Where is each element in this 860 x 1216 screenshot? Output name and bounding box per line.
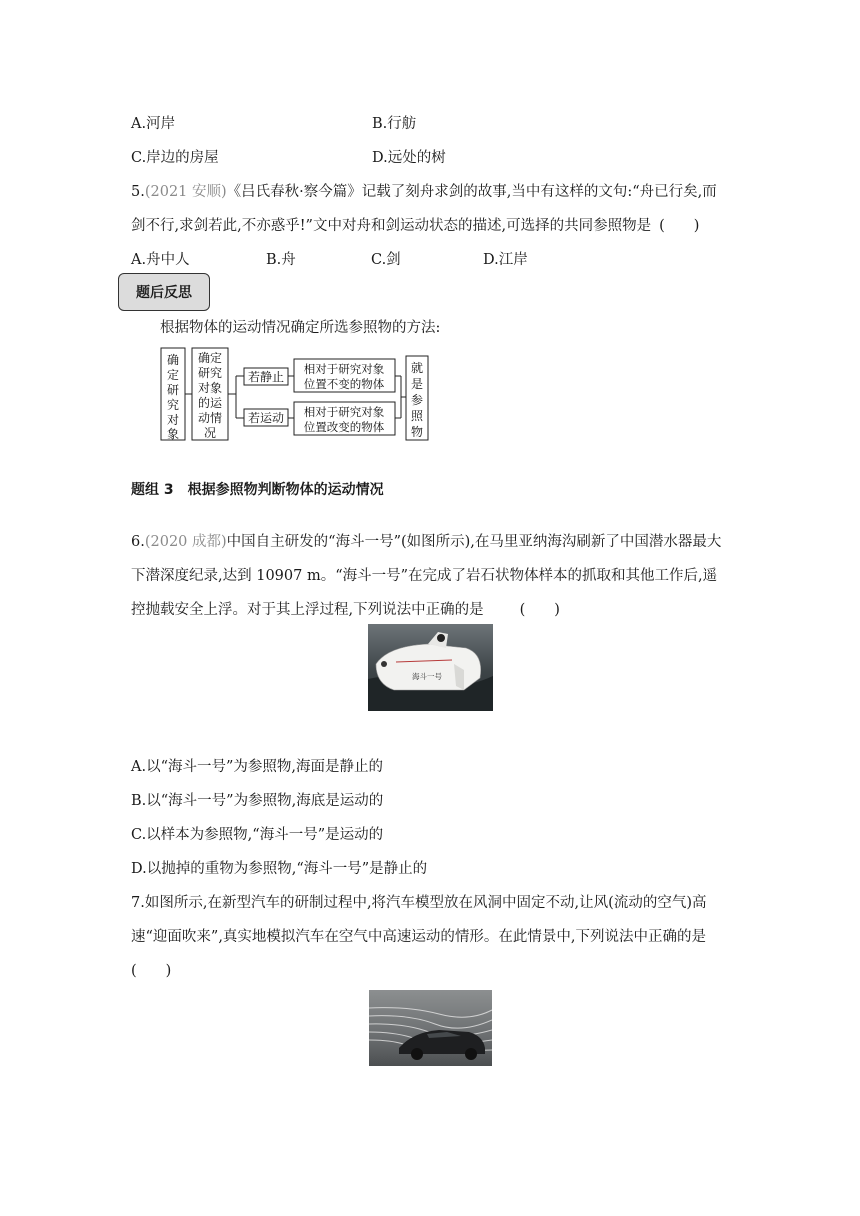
q6-line3 — [131, 598, 560, 619]
q6-line2: 下潜深度纪录,达到 10907 m。“海斗一号”在完成了岩石状物体样本的抓取和其他工作后,遥 — [131, 568, 718, 584]
box2-line: 动情 — [197, 411, 223, 425]
q4-option-c: C.岸边的房屋 — [131, 150, 219, 166]
q4-option-d: D.远处的树 — [372, 150, 446, 166]
q5-option-b: B.舟 — [266, 252, 296, 268]
q6-option-b: B.以“海斗一号”为参照物,海底是运动的 — [131, 793, 384, 809]
q5-option-d: D.江岸 — [483, 252, 528, 268]
q7-line1: 7.如图所示,在新型汽车的研制过程中,将汽车模型放在风洞中固定不动,让风(流动的空气)高 — [131, 895, 707, 911]
q6-line1 — [131, 530, 721, 551]
result-char: 照 — [410, 409, 424, 423]
result-char: 就 — [410, 361, 424, 375]
static-desc-line: 位置不变的物体 — [303, 377, 385, 391]
box1-char: 究 — [166, 398, 180, 412]
q5-source: (2021 安顺) — [144, 184, 227, 200]
result-char: 物 — [410, 425, 424, 439]
wind-tunnel-photo — [369, 990, 492, 1066]
q6-option-d: D.以抛掉的重物为参照物,“海斗一号”是静止的 — [131, 861, 428, 877]
moving-desc-line: 位置改变的物体 — [303, 420, 385, 434]
q5-answer-paren: ( ) — [659, 218, 700, 234]
box1-char: 对 — [166, 413, 180, 427]
box2-line: 确定 — [197, 351, 223, 365]
static-label: 若静止 — [247, 370, 285, 384]
reflection-tag — [118, 273, 210, 311]
q5-line2 — [131, 214, 699, 235]
submersible-photo — [368, 624, 493, 711]
q6-option-c: C.以样本为参照物,“海斗一号”是运动的 — [131, 827, 384, 843]
box2-line: 况 — [203, 426, 217, 440]
reflection-intro: 根据物体的运动情况确定所选参照物的方法: — [160, 320, 441, 336]
q5-text2: 剑不行,求剑若此,不亦惑乎!”文中对舟和剑运动状态的描述,可选择的共同参照物是 — [131, 218, 652, 234]
box2-line: 对象 — [197, 381, 223, 395]
box2-line: 研究 — [197, 366, 223, 380]
group3-heading: 题组 3 根据参照物判断物体的运动情况 — [131, 482, 384, 498]
box2-line: 的运 — [197, 396, 223, 410]
q6-number: 6. — [131, 534, 145, 550]
q5-line1 — [131, 180, 717, 201]
q7-answer-paren: ( ) — [131, 963, 172, 979]
moving-label: 若运动 — [247, 411, 285, 425]
q6-source: (2020 成都) — [144, 534, 227, 550]
result-char: 参 — [410, 393, 424, 407]
q6-text3: 控抛载安全上浮。对于其上浮过程,下列说法中正确的是 — [131, 602, 484, 618]
static-desc-line: 相对于研究对象 — [303, 362, 385, 376]
q6-option-a: A.以“海斗一号”为参照物,海面是静止的 — [131, 759, 384, 775]
q5-option-c: C.剑 — [371, 252, 401, 268]
box1-char: 定 — [166, 368, 180, 382]
reflection-tag-label: 题后反思 — [136, 285, 192, 301]
q6-text1: 中国自主研发的“海斗一号”(如图所示),在马里亚纳海沟刷新了中国潜水器最大 — [226, 534, 722, 550]
q4-option-b: B.行舫 — [372, 116, 417, 132]
box1-char: 象 — [166, 427, 180, 441]
q6-answer-paren: ( ) — [519, 602, 560, 618]
box1-char: 研 — [166, 383, 180, 397]
q5-text1: 《吕氏春秋·察今篇》记载了刻舟求剑的故事,当中有这样的文句:“舟已行矣,而 — [226, 184, 717, 200]
box1-char: 确 — [166, 353, 180, 367]
result-char: 是 — [410, 377, 424, 391]
q4-option-a: A.河岸 — [131, 116, 176, 132]
moving-desc-line: 相对于研究对象 — [303, 405, 385, 419]
q7-line2: 速“迎面吹来”,真实地模拟汽车在空气中高速运动的情形。在此情景中,下列说法中正确的是 — [131, 929, 707, 945]
submersible-label: 海斗一号 — [412, 672, 442, 681]
reference-method-diagram — [160, 346, 430, 442]
q5-option-a: A.舟中人 — [131, 252, 190, 268]
q5-number: 5. — [131, 184, 145, 200]
